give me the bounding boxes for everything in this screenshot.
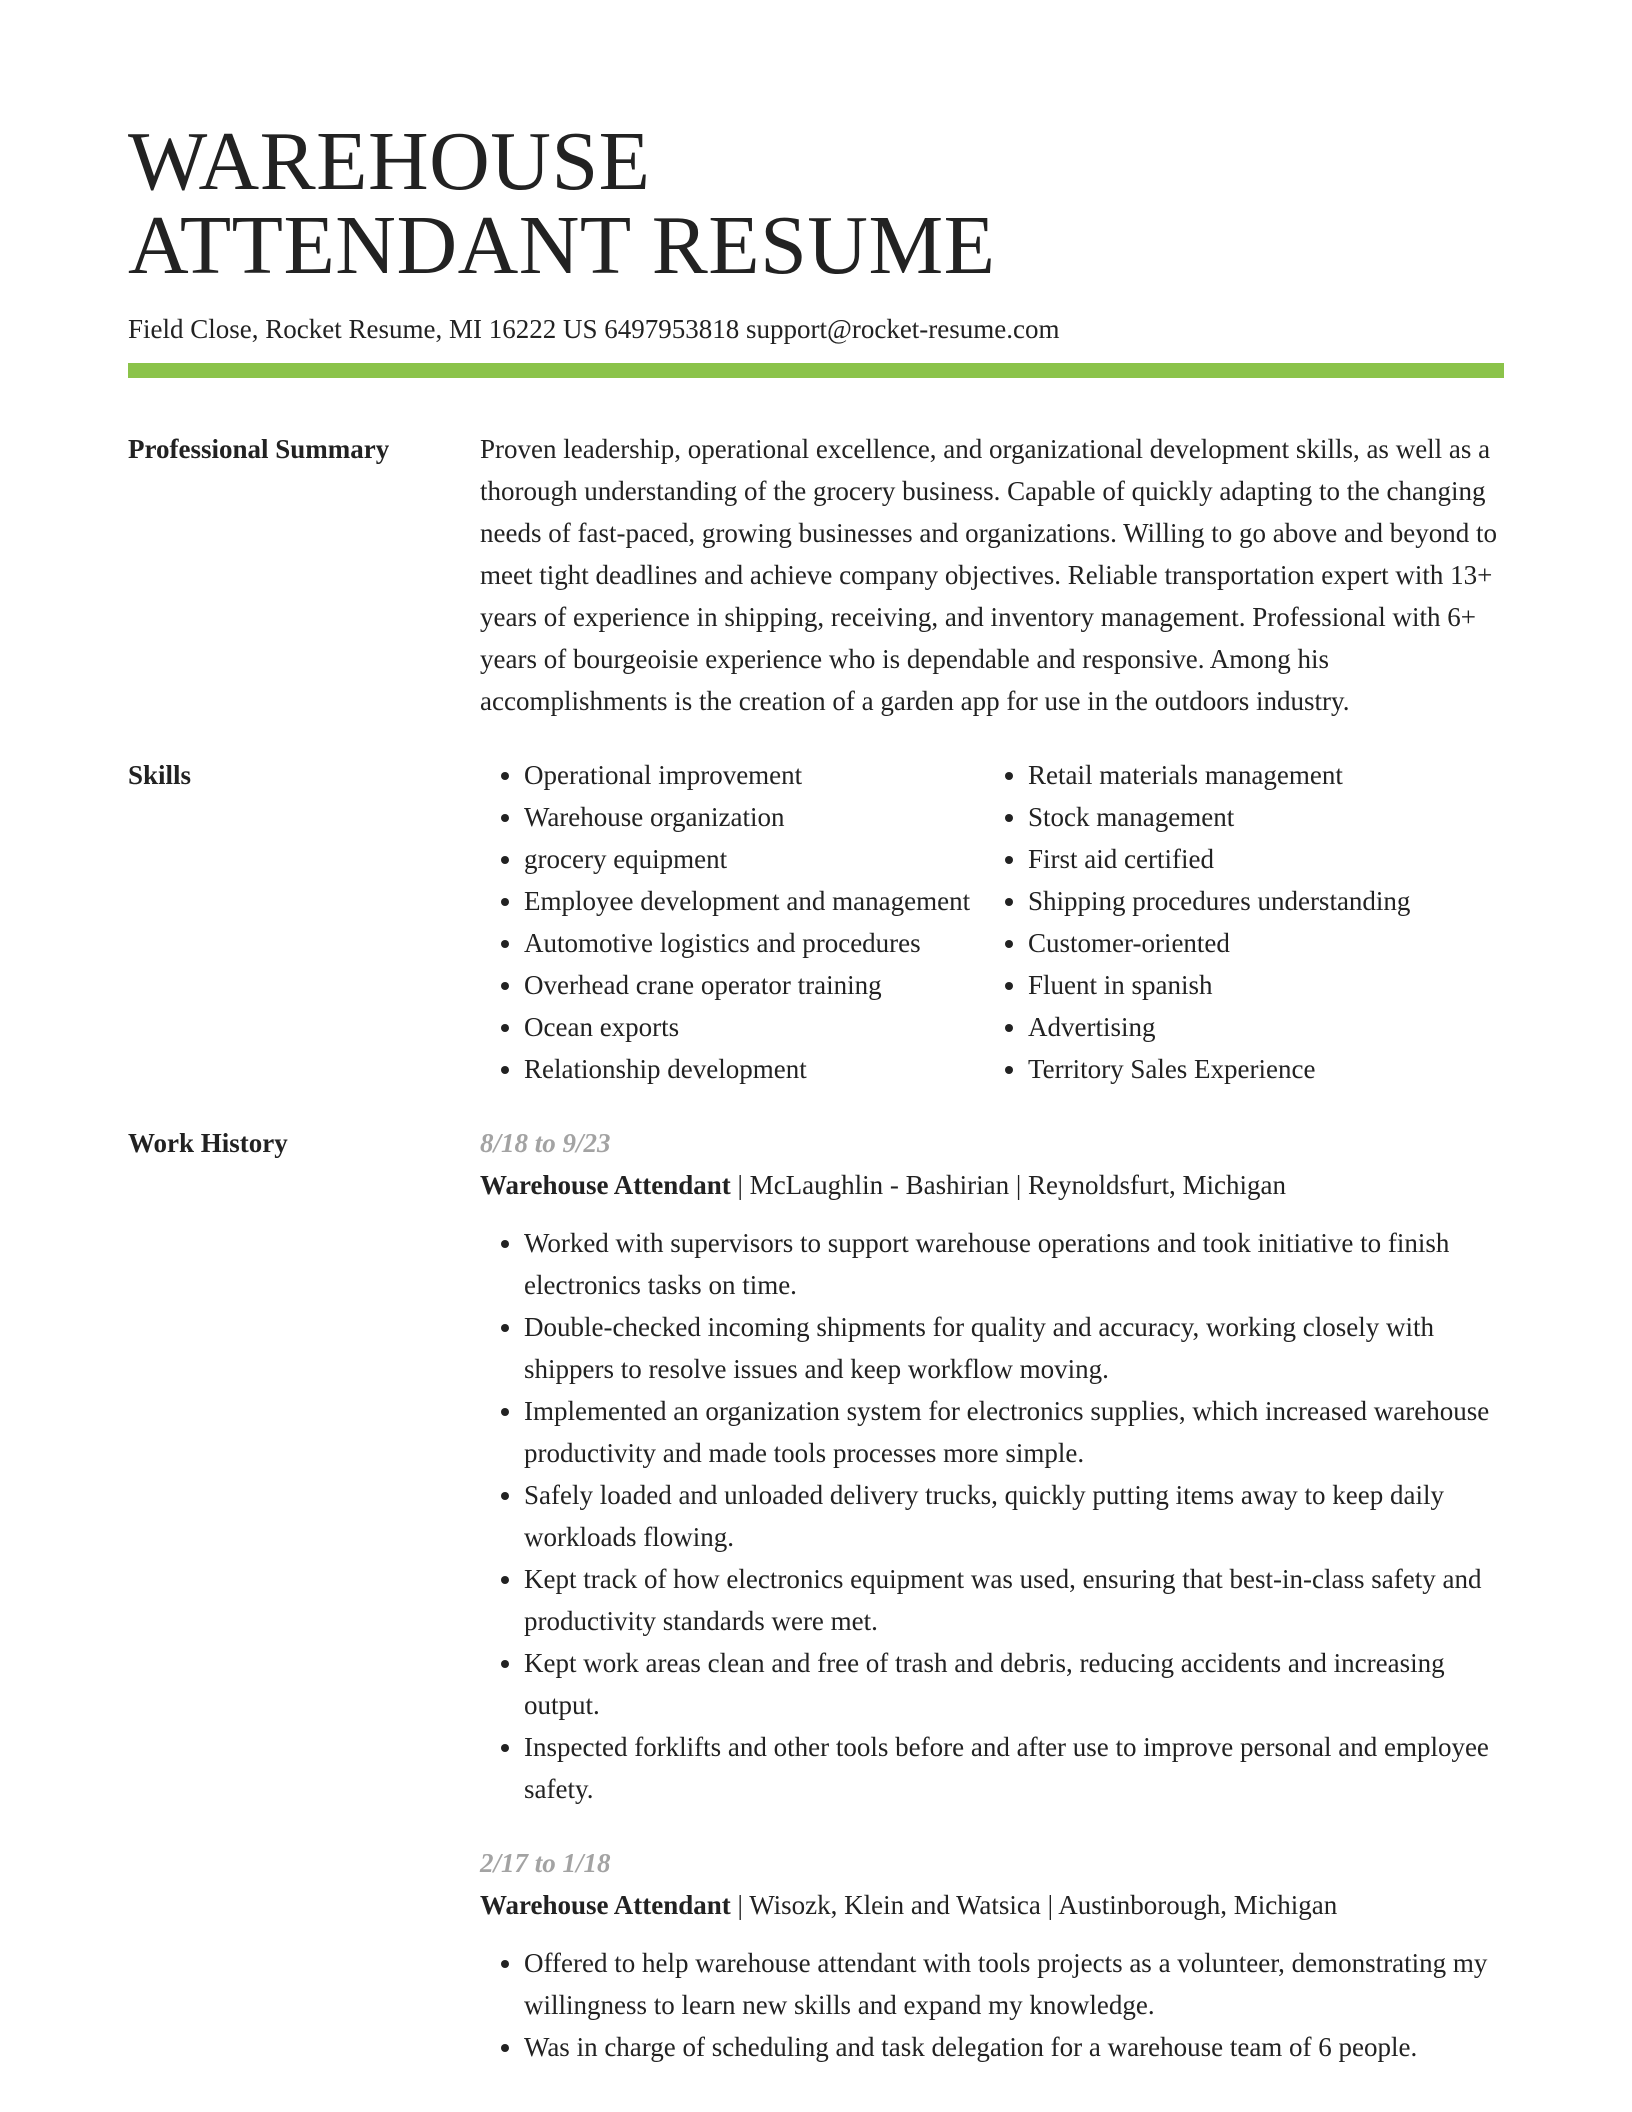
accent-divider xyxy=(128,363,1504,378)
professional-summary-section xyxy=(128,428,1504,722)
skills-section xyxy=(128,754,1504,1090)
skill-item: • Warehouse organization xyxy=(524,796,984,838)
skills-list-left xyxy=(480,754,984,1090)
skill-item: • Advertising xyxy=(1028,1006,1488,1048)
job-employer-location: | Wisozk, Klein and Watsica | Austinborough, Michigan xyxy=(730,1890,1338,1920)
job-employer-location: | McLaughlin - Bashirian | Reynoldsfurt, Michigan xyxy=(730,1170,1286,1200)
job-bullet: • Safely loaded and unloaded delivery trucks, quickly putting items away to keep daily workloads flowing. xyxy=(524,1474,1504,1558)
resume-title-line-2: ATTENDANT RESUME xyxy=(128,199,996,292)
job-bullets xyxy=(480,1222,1504,1810)
job-bullet: • Inspected forklifts and other tools before and after use to improve personal and employee safety. xyxy=(524,1726,1504,1810)
resume-title xyxy=(128,115,1504,292)
job-bullet: • Offered to help warehouse attendant with tools projects as a volunteer, demonstrating my willingness to learn new skills and expand my knowledge. xyxy=(524,1942,1504,2026)
work-history-section xyxy=(128,1122,1504,2068)
job-title: Warehouse Attendant xyxy=(480,1890,731,1920)
job-list xyxy=(480,1122,1504,2068)
job-bullet: • Was in charge of scheduling and task delegation for a warehouse team of 6 people. xyxy=(524,2026,1504,2068)
resume-page xyxy=(128,115,1504,2068)
summary-text: Proven leadership, operational excellence, and organizational development skills, as well as a thorough understanding of the grocery business. Capable of quickly adapting to the changing needs of fast-paced, growing businesses and organizations. Willing to go above and beyond to meet tight deadlines and achieve company objectives. Reliable transportation expert with 13+ years of experience in shipping, receiving, and inventory management. Professional with 6+ years of bourgeoisie experience who is dependable and responsive. Among his accomplishments is the creation of a garden app for use in the outdoors industry. xyxy=(480,434,1497,716)
job-dates: 2/17 to 1/18 xyxy=(480,1848,611,1878)
job-entry xyxy=(480,1842,1504,2068)
skill-item: • Retail materials management xyxy=(1028,754,1488,796)
skill-item: • Shipping procedures understanding xyxy=(1028,880,1488,922)
skill-item: • Overhead crane operator training xyxy=(524,964,984,1006)
job-heading xyxy=(480,1884,1504,1926)
job-bullets xyxy=(480,1942,1504,2068)
skill-item: • Customer-oriented xyxy=(1028,922,1488,964)
section-label-skills: Skills xyxy=(128,760,192,790)
job-bullet: • Kept track of how electronics equipment was used, ensuring that best-in-class safety and productivity standards were met. xyxy=(524,1558,1504,1642)
job-title: Warehouse Attendant xyxy=(480,1170,731,1200)
section-label-summary: Professional Summary xyxy=(128,434,390,464)
section-label-work-history: Work History xyxy=(128,1128,288,1158)
skill-item: • Ocean exports xyxy=(524,1006,984,1048)
skill-item: • Stock management xyxy=(1028,796,1488,838)
job-bullet: • Double-checked incoming shipments for quality and accuracy, working closely with shippers to resolve issues and keep workflow moving. xyxy=(524,1306,1504,1390)
resume-title-line-1: WAREHOUSE xyxy=(128,115,651,208)
job-bullet: • Kept work areas clean and free of trash and debris, reducing accidents and increasing output. xyxy=(524,1642,1504,1726)
job-entry xyxy=(480,1122,1504,1810)
skill-item: • grocery equipment xyxy=(524,838,984,880)
skill-item: • Operational improvement xyxy=(524,754,984,796)
skills-columns xyxy=(480,754,1504,1090)
skill-item: • Automotive logistics and procedures xyxy=(524,922,984,964)
job-bullet: • Worked with supervisors to support warehouse operations and took initiative to finish electronics tasks on time. xyxy=(524,1222,1504,1306)
skill-item: • First aid certified xyxy=(1028,838,1488,880)
job-bullet: • Implemented an organization system for electronics supplies, which increased warehouse productivity and made tools processes more simple. xyxy=(524,1390,1504,1474)
skill-item: • Relationship development xyxy=(524,1048,984,1090)
skill-item: • Fluent in spanish xyxy=(1028,964,1488,1006)
skill-item: • Employee development and management xyxy=(524,880,984,922)
skill-item: • Territory Sales Experience xyxy=(1028,1048,1488,1090)
contact-info: Field Close, Rocket Resume, MI 16222 US 6497953818 support@rocket-resume.com xyxy=(128,314,1060,344)
job-heading xyxy=(480,1164,1504,1206)
skills-list-right xyxy=(984,754,1488,1090)
job-dates: 8/18 to 9/23 xyxy=(480,1128,611,1158)
